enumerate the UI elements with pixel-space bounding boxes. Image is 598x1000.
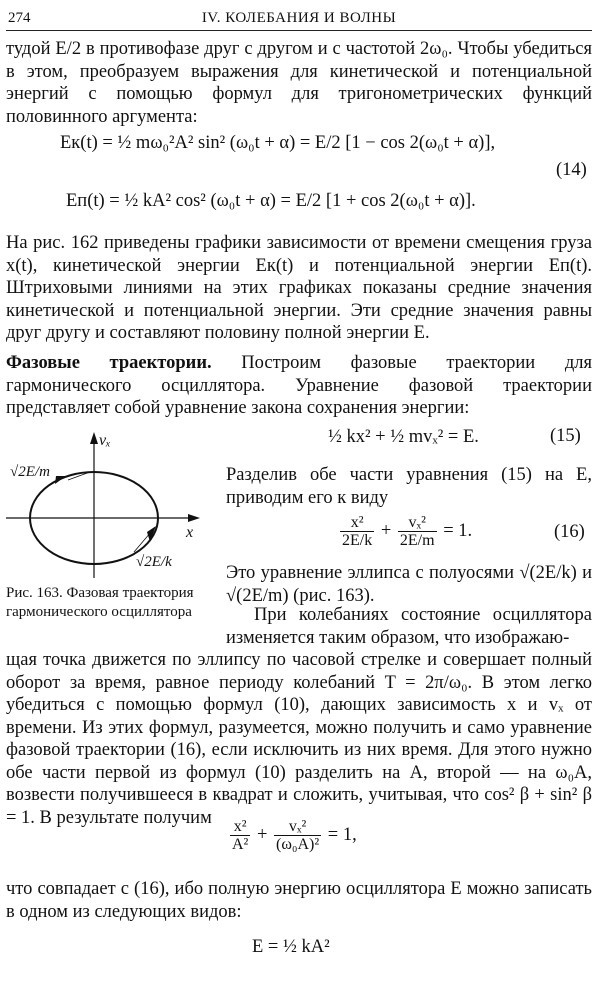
equation-15: ½ kx² + ½ mvₓ² = E. bbox=[328, 427, 479, 447]
ellipse-paragraph: Это уравнение эллипса с полуосями √(2E/k) и √(2E/m) (рис. 163). bbox=[226, 563, 592, 606]
equation-14-kinetic: Eк(t) = ½ mω₀²A² sin² (ω₀t + α) = E/2 [1 − cos 2(ω₀t + α)], bbox=[60, 133, 496, 153]
paragraph-fig162: На рис. 162 приведены графики зависимости от времени смещения груза x(t), кинетической энергии Eк(t) и потенциальной энергии Eп(t). Штриховыми линиями на этих графиках показаны средние значения кинетической и потенциальной энергии. Эти средние значения равны друг другу и составляют половину полной энергии E. bbox=[6, 233, 592, 343]
ellipse-diagram bbox=[6, 418, 226, 583]
final-fraction-x: $\frac{\text{x²}}{\text{A²}}$ bbox=[232, 818, 249, 853]
oscillation-paragraph-top: При колебаниях состояние осциллятора изменяется таким образом, что изображаю- bbox=[226, 605, 592, 648]
final-fraction-v: $\frac{\text{vₓ²}}{\text{(ω₀A)²}}$ bbox=[276, 818, 320, 853]
conclusion-paragraph: что совпадает с (16), ибо полную энергию осциллятора E можно записать в одном из следующих видов: bbox=[6, 879, 592, 922]
section-text: Построим фазовые траектории для гармонического осциллятора. Уравнение фазовой траектории представляет собой уравнение закона сохранения энергии: bbox=[6, 353, 593, 418]
v-axis-label: vₓ bbox=[99, 432, 111, 449]
v-axis-arrow bbox=[90, 432, 98, 444]
figure-caption: Рис. 163. Фазовая траектория гармонического осциллятора bbox=[6, 585, 194, 620]
equation-16: $\frac{\text{x²}}{2E/k}$ + $\frac{\text{vₓ²}}{2E/m}$ = 1. bbox=[342, 514, 473, 549]
intro-paragraph: тудой E/2 в противофазе друг с другом и с частотой 2ω₀. Чтобы убедиться в этом, преобразуем выражения для кинетической и потенциальной энергий с помощью формул для тригонометрических функций половинного аргумента: bbox=[6, 39, 592, 127]
oscillation-paragraph-rest: щая точка движется по эллипсу по часовой стрелке и совершает полный оборот за время, равное периоду колебаний T = 2π/ω₀. В этом легко убедиться с помощью формул (10), дающих зависимость x и vₓ от времени. Из этих формул, разумеется, можно получить и само уравнение фазовой траектории (16), если исключить из них время. Для этого нужно обе части первой из формул (10) разделить на A, второй — на ω₀A, возвести получившееся в квадрат и сложить, учитывая, что cos² β + sin² β = 1. В результате получим bbox=[6, 650, 592, 828]
equation-14-potential: Eп(t) = ½ kA² cos² (ω₀t + α) = E/2 [1 + cos 2(ω₀t + α)]. bbox=[66, 191, 476, 211]
phase-section-paragraph bbox=[6, 352, 592, 420]
eq16-fraction-x: $\frac{\text{x²}}{2E/k}$ bbox=[342, 514, 373, 549]
equation-final-ellipse: $\frac{\text{x²}}{\text{A²}}$ + $\frac{\text{vₓ²}}{\text{(ω₀A)²}}$ = 1, bbox=[232, 818, 357, 853]
semi-axis-right-label: √2E/k bbox=[136, 554, 172, 570]
x-axis-arrow bbox=[188, 514, 200, 522]
equation-14-number: (14) bbox=[556, 160, 587, 180]
page-header bbox=[6, 8, 592, 31]
x-axis-label: x bbox=[186, 524, 194, 541]
phase-trajectory-figure bbox=[6, 418, 226, 583]
equation-15-number: (15) bbox=[550, 426, 581, 446]
equation-16-number: (16) bbox=[554, 522, 585, 542]
section-heading: Фазовые траектории. bbox=[6, 353, 212, 373]
eq16-fraction-v: $\frac{\text{vₓ²}}{2E/m}$ bbox=[399, 514, 435, 549]
equation-energy: E = ½ kA² bbox=[252, 937, 330, 957]
page-number: 274 bbox=[8, 10, 31, 26]
semi-axis-top-label: √2E/m bbox=[10, 464, 50, 480]
divide-paragraph: Разделив обе части уравнения (15) на E, приводим его к виду bbox=[226, 465, 592, 508]
running-title: IV. КОЛЕБАНИЯ И ВОЛНЫ bbox=[201, 10, 397, 26]
